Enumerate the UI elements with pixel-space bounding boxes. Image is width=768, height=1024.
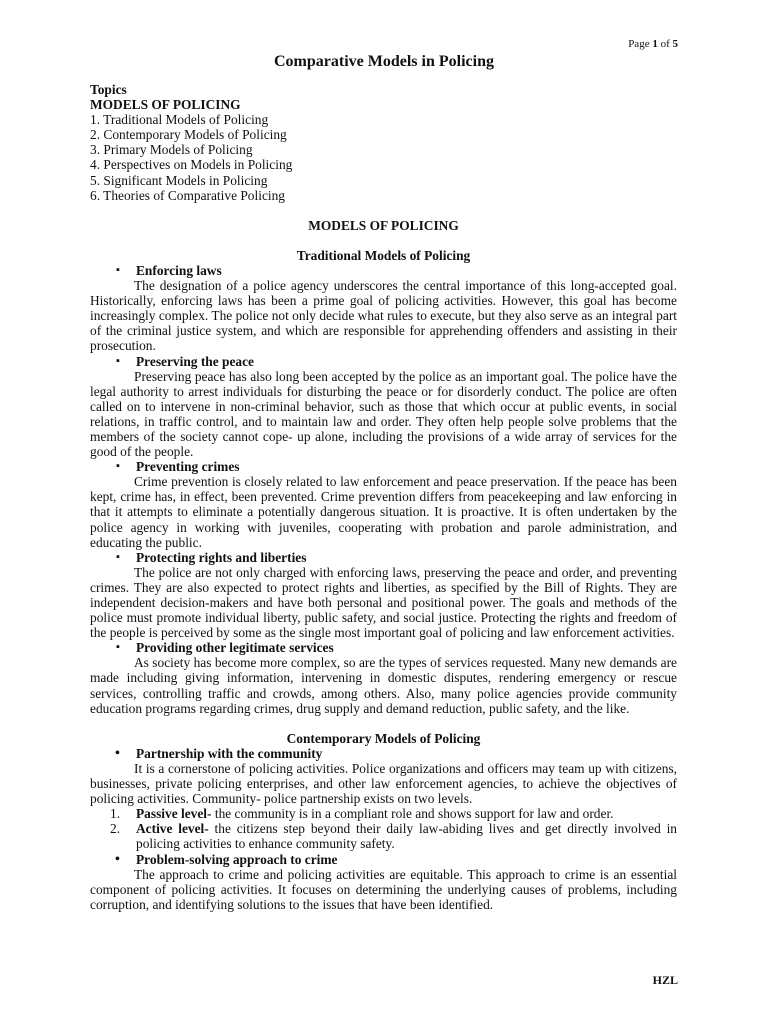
footer-initials: HZL [652, 973, 678, 987]
topic-item: 2. Contemporary Models of Policing [90, 127, 287, 143]
topic-item: 3. Primary Models of Policing [90, 142, 253, 158]
page-number [628, 38, 678, 51]
section-heading: MODELS OF POLICING [308, 217, 459, 233]
bullet-title: Enforcing laws [136, 262, 222, 278]
topics-heading: MODELS OF POLICING [90, 97, 241, 113]
bullet-title: Providing other legitimate services [136, 640, 334, 656]
round-bullet-icon: • [115, 745, 120, 761]
item-text: the community is in a compliant role and shows support for law and order. [211, 806, 614, 822]
bullet-heading [90, 263, 677, 278]
page-word: Page [628, 38, 650, 50]
page-of-word: of [660, 38, 670, 50]
page-current: 1 [652, 38, 658, 50]
bullet-title: Protecting rights and liberties [136, 549, 307, 565]
paragraph: It is a cornerstone of policing activities. Police organizations and officers may team up with citizens, businesses, private policing enterprises, and other law enforcement agencies, to achieve the objectives of policing activities. Community- police partnership exists on two levels. [90, 760, 677, 807]
document-title: Comparative Models in Policing [274, 53, 494, 70]
square-bullet-icon: ▪ [116, 641, 120, 654]
topic-item: 6. Theories of Comparative Policing [90, 187, 285, 203]
bullet-heading [90, 550, 677, 565]
paragraph: Preserving peace has also long been accepted by the police as an important goal. The police have the legal authority to arrest individuals for disturbing the peace or for disorderly conduct. The police are often called on to intervene in non-criminal behavior, such as those that which occur at public events, in social relations, in traffic control, and to maintain law and order. They often help people solve problems that the members of the society cannot cope- up alone, including the provisions of a wide array of services for the good of the people. [90, 368, 677, 460]
paragraph: The police are not only charged with enforcing laws, preserving the peace and order, and preventing crimes. They are also expected to protect rights and liberties, as specified by the Bill of Rights. They are independent decision-makers and have both personal and positional power. The goals and methods of the police must promote individual liberty, public safety, and social justice. Protecting the rights and freedom of the people is perceived by some as the single most important goal of policing and law enforcement activities. [90, 564, 677, 641]
topic-item: 5. Significant Models in Policing [90, 172, 268, 188]
subsection-heading: Contemporary Models of Policing [286, 730, 481, 746]
bullet-title: Preserving the peace [136, 353, 254, 369]
topics-label: Topics [90, 82, 127, 97]
bullet-heading [90, 354, 677, 369]
paragraph: As society has become more complex, so are the types of services requested. Many new demands are made including giving information, intervening in domestic disputes, rendering emergency or rescue services, controlling traffic and crowds, among others. Also, many police agencies provide community education programs regarding crimes, drug supply and demand reduction, public safety, and the like. [90, 655, 677, 716]
square-bullet-icon: ▪ [116, 263, 120, 276]
bullet-title: Problem-solving approach to crime [136, 851, 338, 867]
bullet-title: Preventing crimes [136, 459, 240, 475]
paragraph: The designation of a police agency underscores the central importance of this long-accepted goal. Historically, enforcing laws has been a prime goal of policing activities. However, this goal has become increasingly complex. The police not only decide what rules to execute, but they also serve as an integral part of the criminal justice system, and which are responsible for apprehending offenders and assisting in their prosecution. [90, 278, 677, 354]
topic-item: 4. Perspectives on Models in Policing [90, 157, 293, 173]
item-number: 2. [110, 821, 121, 837]
bullet-title: Partnership with the community [136, 745, 323, 761]
document-body [90, 82, 677, 912]
round-bullet-icon: • [115, 851, 120, 867]
square-bullet-icon: ▪ [116, 550, 120, 563]
bullet-heading [90, 852, 677, 867]
paragraph: The approach to crime and policing activities are equitable. This approach to crime is an essential component of policing activities. It focuses on determining the underlying causes of problems, including corruption, and identifying solutions to the issues that have been identified. [90, 866, 677, 912]
subsection-heading: Traditional Models of Policing [296, 247, 471, 263]
square-bullet-icon: ▪ [116, 354, 120, 367]
item-number: 1. [110, 806, 121, 822]
item-text: the citizens step beyond their daily law-abiding lives and get directly involved in policing activities to enhance community safety. [136, 821, 677, 852]
topic-item: 1. Traditional Models of Policing [90, 112, 269, 128]
numbered-item [90, 821, 677, 851]
item-term: Passive level- [136, 806, 212, 822]
square-bullet-icon: ▪ [116, 460, 120, 473]
bullet-heading [90, 640, 677, 655]
numbered-item [90, 806, 677, 821]
bullet-heading [90, 459, 677, 474]
item-term: Active level- [136, 821, 209, 837]
bullet-heading [90, 746, 677, 761]
paragraph: Crime prevention is closely related to law enforcement and peace preservation. If the peace has been kept, crime has, in effect, been prevented. Crime prevention differs from peacekeeping and law enforcing in that it attempts to eliminate a potentially dangerous situation. It is proactive. It is often undertaken by the police agency in working with juveniles, cooperating with probation and parole administration, and educating the public. [90, 474, 677, 550]
page-total: 5 [672, 38, 678, 50]
